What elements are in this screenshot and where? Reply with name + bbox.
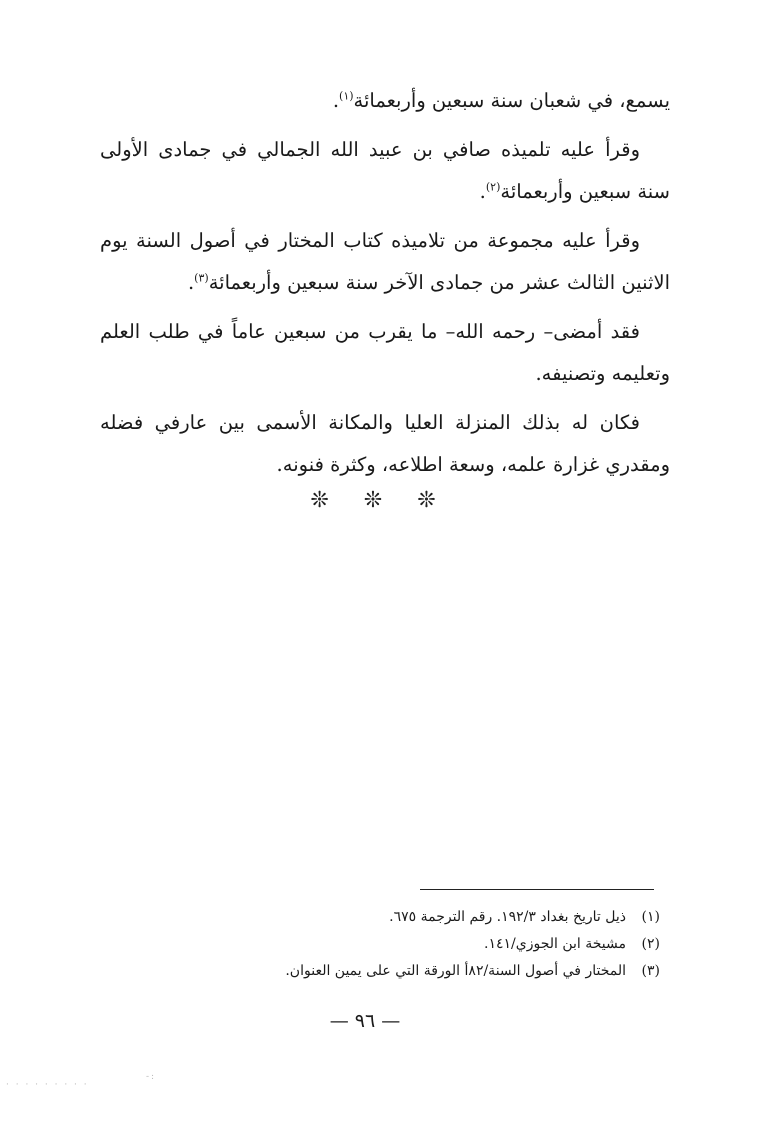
footnote-2 <box>260 931 660 958</box>
footnote-divider <box>420 889 654 890</box>
paragraph-3-tail: . <box>187 271 195 294</box>
footnote-1-text: ذيل تاريخ بغداد ١٩٢/٣. رقم الترجمة ٦٧٥. <box>389 909 626 925</box>
footnote-1 <box>260 904 660 931</box>
footnote-2-text: مشيخة ابن الجوزي/١٤١. <box>484 936 626 952</box>
footnote-ref-3[interactable]: (٣) <box>194 271 209 285</box>
paragraph-1-text: يسمع، في شعبان سنة سبعين وأربعمائة <box>353 89 670 112</box>
paragraph-5-text: فكان له بذلك المنزلة العليا والمكانة الأسمى بين عارفي فضله ومقدري غزارة علمه، وسعة اطلاعه، وكثرة فنونه. <box>100 411 670 476</box>
footnote-2-number: (٢) <box>641 936 660 952</box>
footnotes <box>260 904 660 985</box>
paragraph-4 <box>100 311 670 395</box>
footnote-ref-1[interactable]: (١) <box>339 89 354 103</box>
paragraph-1 <box>100 80 670 122</box>
scan-artifact-2: -: <box>146 1072 157 1082</box>
footnote-ref-2[interactable]: (٢) <box>485 180 501 194</box>
paragraph-5 <box>100 402 670 486</box>
scan-artifact: · · · · · · · · · <box>6 1080 89 1090</box>
page-number: — ٩٦ — <box>329 1010 401 1032</box>
main-text <box>100 80 670 493</box>
footnote-3-number: (٣) <box>641 963 660 979</box>
footnote-3-text: المختار في أصول السنة/٨٢أ الورقة التي على يمين العنوان. <box>285 963 626 979</box>
paragraph-3 <box>100 220 670 304</box>
paragraph-2-tail: . <box>479 180 486 203</box>
paragraph-1-tail: . <box>332 89 340 112</box>
footnote-3 <box>260 958 660 985</box>
paragraph-3-text: وقرأ عليه مجموعة من تلاميذه كتاب المختار في أصول السنة يوم الاثنين الثالث عشر من جمادى الآخر سنة سبعين وأربعمائة <box>100 229 670 294</box>
section-separator: ❊ ❊ ❊ <box>310 488 450 513</box>
paragraph-2 <box>100 129 670 213</box>
footnote-1-number: (١) <box>641 909 660 925</box>
paragraph-2-text: وقرأ عليه تلميذه صافي بن عبيد الله الجمالي في جمادى الأولى سنة سبعين وأربعمائة <box>100 138 670 203</box>
paragraph-4-text: فقد أمضى– رحمه الله– ما يقرب من سبعين عاماً في طلب العلم وتعليمه وتصنيفه. <box>100 320 670 385</box>
